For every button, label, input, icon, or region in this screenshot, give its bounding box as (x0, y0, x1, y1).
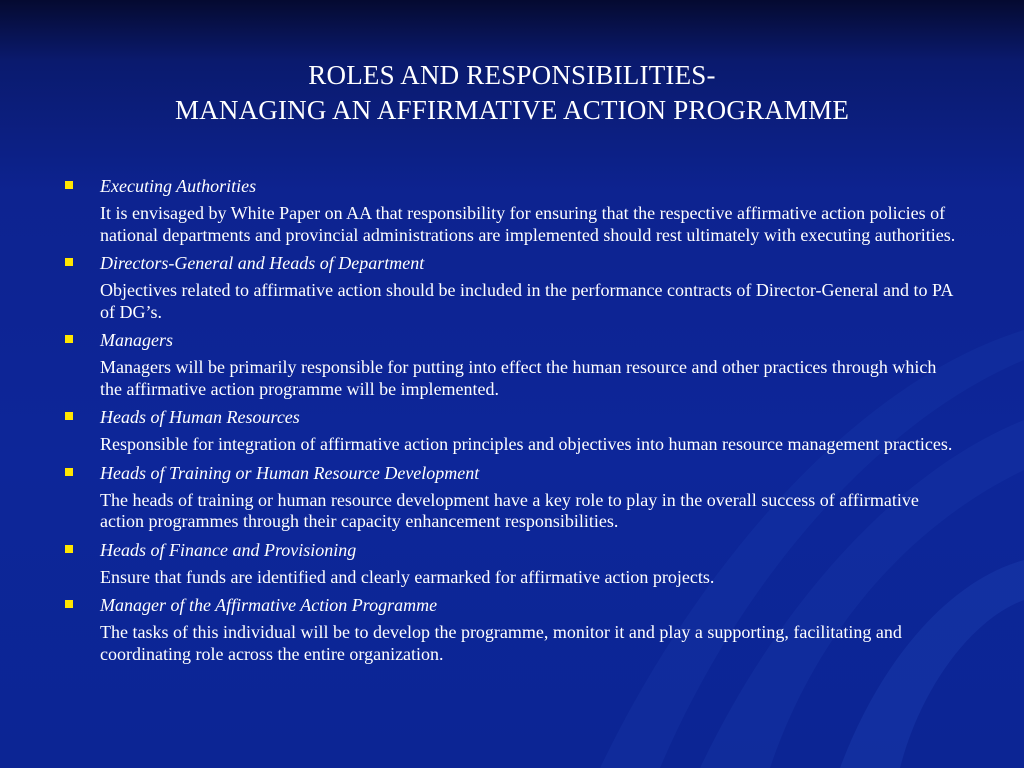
item-description: Ensure that funds are identified and clearly earmarked for affirmative action projects. (100, 566, 715, 587)
item-heading: Manager of the Affirmative Action Programme (100, 595, 438, 615)
list-item (60, 174, 960, 246)
square-bullet-icon (65, 258, 73, 266)
square-bullet-icon (65, 412, 73, 420)
list-item (60, 251, 960, 323)
item-description: Objectives related to affirmative action should be included in the performance contracts of Director-General and to PA of DG’s. (100, 280, 953, 322)
item-description: It is envisaged by White Paper on AA that responsibility for ensuring that the respective affirmative action policies of national departments and provincial administrations are implemented should rest ultimately with executing authorities. (100, 203, 956, 245)
item-heading: Heads of Human Resources (100, 407, 300, 427)
item-heading: Heads of Finance and Provisioning (100, 539, 357, 560)
square-bullet-icon (65, 545, 73, 553)
list-item (60, 593, 960, 665)
list-item (60, 461, 960, 533)
square-bullet-icon (65, 181, 73, 189)
item-heading: Directors-General and Heads of Department (100, 253, 425, 273)
square-bullet-icon (65, 600, 73, 608)
square-bullet-icon (65, 335, 73, 343)
item-description: Managers will be primarily responsible for putting into effect the human resource and other practices through which the affirmative action programme will be implemented. (100, 357, 937, 399)
list-item (60, 405, 960, 456)
list-item (60, 328, 960, 400)
item-description: The heads of training or human resource development have a key role to play in the overall success of affirmative action programmes through their capacity enhancement responsibilities. (100, 489, 919, 531)
item-heading: Heads of Training or Human Resource Development (100, 462, 480, 483)
title-line-1: ROLES AND RESPONSIBILITIES- (308, 60, 716, 90)
item-description: The tasks of this individual will be to develop the programme, monitor it and play a supporting, facilitating and coordinating role across the entire organization. (100, 622, 902, 664)
item-heading: Executing Authorities (100, 176, 257, 196)
title-line-2: MANAGING AN AFFIRMATIVE ACTION PROGRAMME (174, 95, 850, 125)
list-item (60, 538, 960, 589)
square-bullet-icon (65, 468, 73, 476)
item-description: Responsible for integration of affirmative action principles and objectives into human resource management practices. (100, 434, 953, 454)
item-heading: Managers (100, 330, 173, 350)
roles-list (60, 174, 960, 670)
slide-title (0, 58, 1024, 128)
